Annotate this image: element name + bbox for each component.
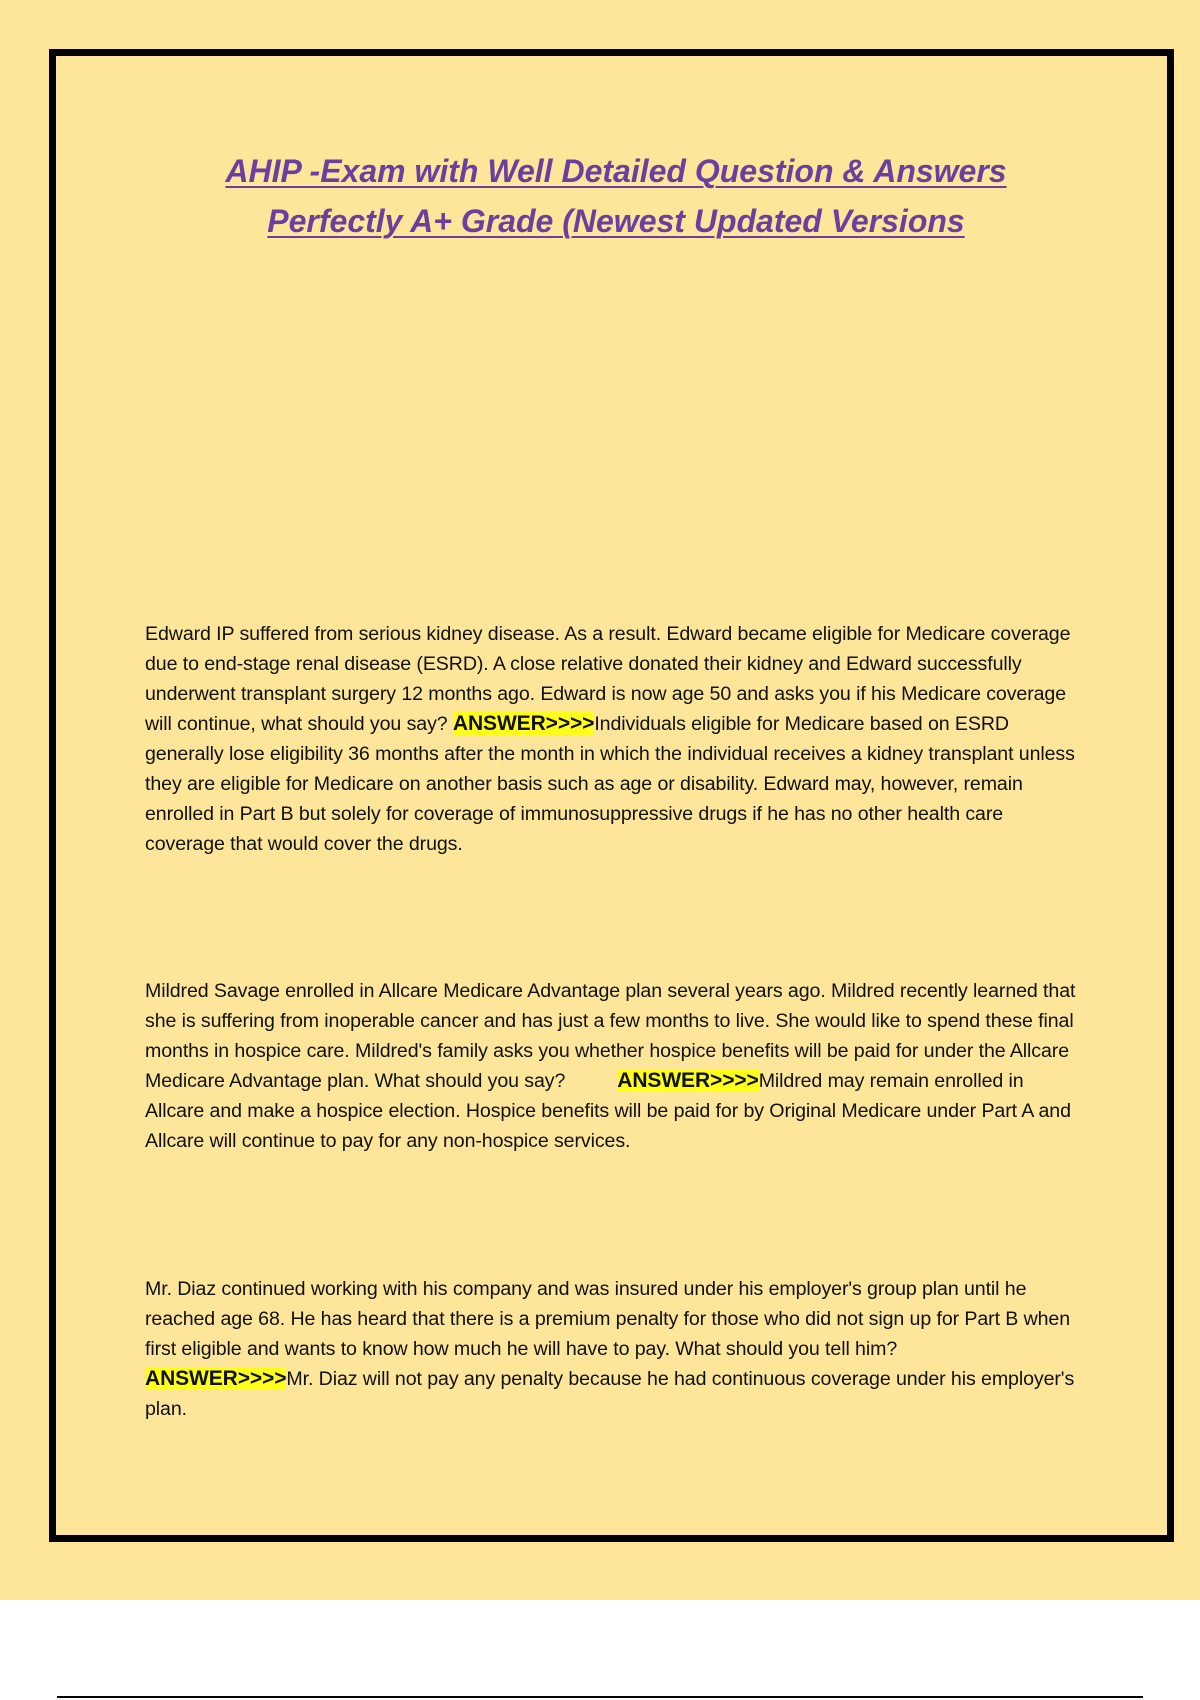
answer-label: ANSWER>>>> <box>145 1367 287 1390</box>
answer-text: Individuals eligible for Medicare based on ESRD generally lose eligibility 36 months after the month in which the individual receives a kidney transplant unless they are eligible for Medicare on another basis such as age or disability. Edward may, however, remain enrolled in Part B but solely for coverage of immunosuppressive drugs if he has no other health care coverage that would cover the drugs. <box>145 713 1075 855</box>
title-line-2: Perfectly A+ Grade (Newest Updated Versions <box>267 203 965 239</box>
title-line-1: AHIP -Exam with Well Detailed Question & Answers <box>225 153 1007 189</box>
qa-block <box>145 976 1085 1156</box>
question-text: Mildred Savage enrolled in Allcare Medicare Advantage plan several years ago. Mildred recently learned that she is suffering from inoperable cancer and has just a few months to live. She would like to spend these final months in hospice care. Mildred's family asks you whether hospice benefits will be paid for under the Allcare Medicare Advantage plan. What should you say? <box>145 980 1076 1092</box>
qa-block <box>145 1274 1085 1424</box>
page-separator <box>57 1696 1143 1698</box>
answer-label: ANSWER>>>> <box>617 1069 759 1092</box>
question-text: Mr. Diaz continued working with his company and was insured under his employer's group plan until he reached age 68. He has heard that there is a premium penalty for those who did not sign up for Part B when first eligible and wants to know how much he will have to pay. What should you tell him? <box>145 1278 1071 1360</box>
qa-block <box>145 619 1085 859</box>
question-text: Edward IP suffered from serious kidney disease. As a result. Edward became eligible for Medicare coverage due to end-stage renal disease (ESRD). A close relative donated their kidney and Edward successfully underwent transplant surgery 12 months ago. Edward is now age 50 and asks you if his Medicare coverage will continue, what should you say? <box>145 623 1071 735</box>
document-title <box>100 146 1132 246</box>
answer-text: Mr. Diaz will not pay any penalty because he had continuous coverage under his employer's plan. <box>145 1368 1075 1420</box>
answer-text: Mildred may remain enrolled in Allcare and make a hospice election. Hospice benefits will be paid for by Original Medicare under Part A and Allcare will continue to pay for any non-hospice services. <box>145 1070 1071 1152</box>
answer-label: ANSWER>>>> <box>452 712 595 735</box>
